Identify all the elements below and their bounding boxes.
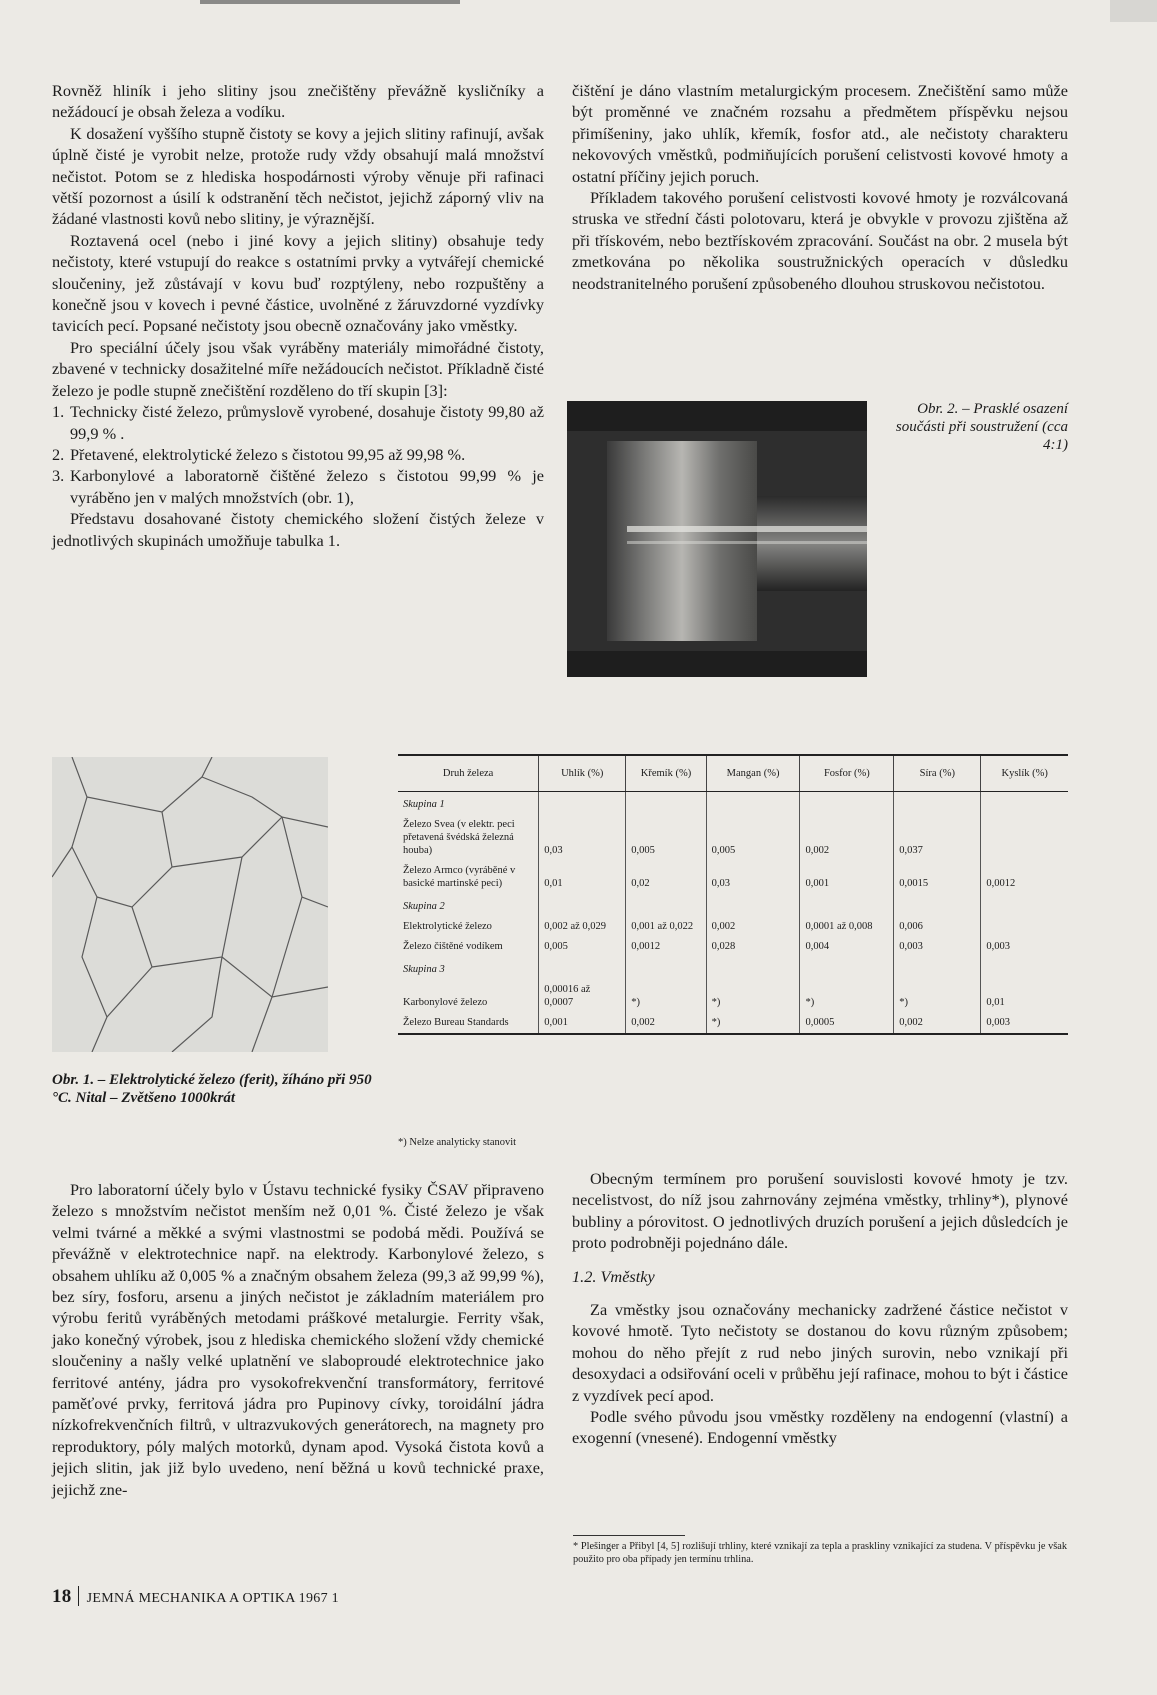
table-cell: 0,002 — [894, 1013, 981, 1033]
table-cell: 0,03 — [706, 861, 800, 894]
table-cell: 0,0001 až 0,008 — [800, 917, 894, 937]
list-item — [52, 401, 544, 444]
table-cell: 0,00016 až 0,0007 — [539, 980, 626, 1013]
table-cell: 0,001 — [800, 861, 894, 894]
table-cell: 0,03 — [539, 815, 626, 861]
table-cell — [981, 957, 1068, 980]
table-cell: Karbonylové železo — [403, 997, 488, 1008]
table-cell: Železo čištěné vodíkem — [403, 941, 503, 952]
table-cell: 0,006 — [894, 917, 981, 937]
table-cell — [800, 792, 894, 816]
composition-table — [398, 756, 1068, 1033]
table-cell: Elektrolytické železo — [403, 921, 492, 932]
table-cell: 0,02 — [626, 861, 706, 894]
table-cell: 0,028 — [706, 937, 800, 957]
column-header: Síra (%) — [894, 756, 981, 792]
left-column-bottom — [52, 1179, 544, 1500]
table-1 — [398, 754, 1068, 1035]
column-header: Uhlík (%) — [539, 756, 626, 792]
figure-1-caption: Obr. 1. – Elektrolytické železo (ferit), žíháno při 950 °C. Nital – Zvětšeno 1000krát — [52, 1072, 372, 1106]
table-cell: 0,005 — [539, 937, 626, 957]
column-header: Křemík (%) — [626, 756, 706, 792]
table-cell — [981, 894, 1068, 917]
table-group-row — [398, 957, 1068, 980]
paragraph: Představu dosahované čistoty chemického složení čistých železe v jednotlivých skupinách umožňuje tabulka 1. — [52, 509, 544, 550]
table-cell — [539, 792, 626, 816]
table-cell: 0,0012 — [981, 861, 1068, 894]
list-text: Přetavené, elektrolytické železo s čistotou 99,95 až 99,98 %. — [70, 444, 466, 464]
table-cell — [981, 917, 1068, 937]
list-number: 2. — [52, 444, 65, 464]
table-cell: 0,001 — [539, 1013, 626, 1033]
table-cell: 0,01 — [539, 861, 626, 894]
table-cell: 0,002 — [706, 917, 800, 937]
list-number: 1. — [52, 402, 65, 422]
figure-2-photo — [567, 401, 867, 677]
table-row — [398, 1013, 1068, 1033]
table-cell — [706, 957, 800, 980]
footer-divider — [78, 1586, 79, 1606]
paragraph: čištění je dáno vlastním metalurgickým procesem. Znečištění samo může být proměnné ve značném rozsahu a předmětem příspěvku nejsou přimíšeniny, jako uhlík, křemík, fosfor atd., ale nečistoty charakteru nekovových vměstků, podmiňujících porušení celistvosti kovové hmoty a ostatní příčiny jejich poruch. — [572, 81, 1068, 186]
table-cell — [981, 792, 1068, 816]
paragraph: Příkladem takového porušení celistvosti kovové hmoty je rozválcovaná struska ve střední části polotovaru, která je obvykle v provozu zjištěna až při třískovém, nebo beztřískovém zpracování. Součást na obr. 2 musela být zmetkována po několika soustružnických operacích v důsledku neodstranitelného porušení způsobeného dlouhou struskovou nečistotou. — [572, 188, 1068, 293]
right-column-bottom — [572, 1168, 1068, 1449]
table-cell: *) — [894, 980, 981, 1013]
paragraph: Pro speciální účely jsou však vyráběny materiály mimořádné čistoty, zbavené v technicky dosažitelné míře nežádoucích nečistot. Příkladně čisté železo je podle stupně znečištění rozděleno do tří skupin [3]: — [52, 337, 544, 400]
paragraph: Obecným termínem pro porušení souvislosti kovové hmoty je tzv. necelistvost, do níž jsou zahrnovány zejména vměstky, trhliny*), plynové bubliny a pórovitost. O jednotlivých druzích porušení a jejich důsledcích je proto podrobněji pojednáno dále. — [572, 1169, 1068, 1253]
table-cell — [626, 894, 706, 917]
purity-list — [52, 401, 544, 508]
table-group-row — [398, 792, 1068, 816]
table-cell: 0,0012 — [626, 937, 706, 957]
right-column-top — [572, 80, 1068, 294]
table-row — [398, 861, 1068, 894]
paragraph: Podle svého původu jsou vměstky rozděleny na endogenní (vlastní) a exogenní (vnesené). Endogenní vměstky — [572, 1407, 1068, 1448]
table-cell: 0,005 — [706, 815, 800, 861]
table-cell: 0,004 — [800, 937, 894, 957]
table-cell: 0,005 — [626, 815, 706, 861]
table-cell: 0,002 — [800, 815, 894, 861]
figure-1-micrograph — [52, 757, 328, 1052]
table-cell — [981, 815, 1068, 861]
left-column-top — [52, 80, 544, 551]
list-text: Karbonylové a laboratorně čištěné železo s čistotou 99,99 % je vyráběno jen v malých množstvích (obr. 1), — [70, 466, 544, 507]
list-number: 3. — [52, 466, 65, 486]
table-cell: 0,003 — [981, 937, 1068, 957]
table-cell — [626, 957, 706, 980]
group-label: Skupina 2 — [403, 901, 445, 912]
top-edge-mark — [200, 0, 460, 4]
paragraph: Za vměstky jsou označovány mechanicky zadržené částice nečistot v kovové hmotě. Tyto nečistoty se dostanou do kovu různým způsobem; mohou do něho přejít z rud nebo jiných surovin, nebo vznikají při desoxydaci a odsiřování oceli v průběhu její rafinace, mohou to být i částice z vyzdívek pecí apod. — [572, 1300, 1068, 1405]
table-cell: *) — [706, 980, 800, 1013]
paragraph: Roztavená ocel (nebo i jiné kovy a jejich slitiny) obsahuje tedy nečistoty, které vstupují do reakce s ostatními prvky a vytvářejí chemické sloučeniny, jež zůstávají v kovu buď rozptýleny, nebo rozpuštěny a konečně jsou v kovech i pevné částice, uvolněné z žáruvzdorné vyzdívky tavicích pecí. Popsané nečistoty jsou obecně označovány jako vměstky. — [52, 230, 544, 336]
table-cell: 0,001 až 0,022 — [626, 917, 706, 937]
list-text: Technicky čisté železo, průmyslově vyrobené, dosahuje čistoty 99,80 až 99,9 % . — [70, 402, 544, 443]
table-cell: *) — [626, 980, 706, 1013]
column-header: Fosfor (%) — [800, 756, 894, 792]
table-cell: 0,0015 — [894, 861, 981, 894]
table-cell — [800, 894, 894, 917]
table-cell — [800, 957, 894, 980]
ferrite-grains-image — [52, 757, 328, 1052]
table-cell: Železo Svea (v elektr. peci přetavená švédská železná houba) — [403, 819, 515, 856]
table-cell: Železo Bureau Standards — [403, 1017, 509, 1028]
page-footer — [52, 1586, 339, 1608]
table-footnote: *) Nelze analyticky stanovit — [398, 1137, 517, 1148]
column-header: Mangan (%) — [706, 756, 800, 792]
group-label: Skupina 1 — [403, 799, 445, 810]
table-row — [398, 815, 1068, 861]
footnote-divider — [573, 1535, 685, 1536]
table-cell: 0,002 až 0,029 — [539, 917, 626, 937]
paragraph: K dosažení vyššího stupně čistoty se kovy a jejich slitiny rafinují, avšak úplně čisté je vyrobit nelze, protože rudy vždy obsahují malá množství nečistot. Potom se z hlediska hospodárnosti výroby věnuje při rafinaci větší pozornost a úsilí k odstranění těch nečistot, jejichž záporný vliv na žádané vlastnosti kovů nebo slitiny, je výraznější. — [52, 123, 544, 229]
section-heading: 1.2. Vměstky — [572, 1266, 655, 1286]
top-corner-shade — [1110, 0, 1157, 22]
table-cell — [894, 792, 981, 816]
table-cell — [706, 792, 800, 816]
table-cell: 0,002 — [626, 1013, 706, 1033]
table-row — [398, 980, 1068, 1013]
table-cell: 0,01 — [981, 980, 1068, 1013]
turned-part-image — [567, 401, 867, 677]
figure-2-caption: Obr. 2. – Prasklé osazení součásti při soustružení (cca 4:1) — [895, 401, 1068, 453]
table-cell — [626, 792, 706, 816]
table-cell — [706, 894, 800, 917]
list-item — [52, 465, 544, 508]
table-row — [398, 937, 1068, 957]
list-item — [52, 444, 544, 465]
page-number: 18 — [52, 1586, 72, 1607]
table-cell: 0,003 — [981, 1013, 1068, 1033]
paragraph: Pro laboratorní účely bylo v Ústavu technické fysiky ČSAV připraveno železo s množstvím nečistot menším než 0,01 %. Čisté železo je však velmi tvárné a měkké a svými vlastnostmi se podobá mědi. Používá se převážně v elektrotechnice např. na elektrody. Karbonylové železo, s obsahem uhlíku až 0,005 % a značným obsahem železa (99,3 až 99,99 %), bez síry, fosforu, arsenu a jiných nečistot je základním materiálem pro výrobu feritů vyráběných metodami práškové metalurgie. Ferrity však, jako konečný výrobek, jsou z hlediska chemického složení vždy chemické sloučeniny a našly velké uplatnění ve slaboproudé elektrotechnice jako ferritové antény, jádra pro vysokofrekvenční transformátory, ferritové paměťové prvky, ferritová jádra pro Pupinovy cívky, toroidální jádra nízkofrekvenčních filtrů, v ultrazvukových generátorech, na magnety pro reproduktory, póly malých motorků, dynam apod. Vysoká čistota kovů a jejich slitin, jak již bylo uvedeno, není běžná u kovů technické praxe, jejichž zne- — [52, 1180, 544, 1499]
table-cell — [894, 957, 981, 980]
table-group-row — [398, 894, 1068, 917]
page-footnote: * Plešinger a Přibyl [4, 5] rozlišují trhliny, které vznikají za tepla a praskliny vznikající za studena. V příspěvku je však použito pro oba případy jen termínu trhlina. — [573, 1541, 1067, 1565]
journal-name: JEMNÁ MECHANIKA A OPTIKA 1967 1 — [86, 1591, 339, 1606]
column-header: Druh železa — [398, 756, 539, 792]
column-header: Kyslík (%) — [981, 756, 1068, 792]
table-cell: 0,003 — [894, 937, 981, 957]
table-cell: 0,0005 — [800, 1013, 894, 1033]
table-cell: 0,037 — [894, 815, 981, 861]
table-cell — [894, 894, 981, 917]
table-cell — [539, 957, 626, 980]
table-cell: *) — [800, 980, 894, 1013]
paragraph: Rovněž hliník i jeho slitiny jsou znečištěny převážně kysličníky a nežádoucí je obsah železa a vodíku. — [52, 81, 544, 122]
table-cell — [539, 894, 626, 917]
group-label: Skupina 3 — [403, 964, 445, 975]
table-cell: Železo Armco (vyráběné v basické martinské peci) — [403, 865, 516, 889]
table-cell: *) — [706, 1013, 800, 1033]
table-row — [398, 917, 1068, 937]
table-header-row — [398, 756, 1068, 792]
